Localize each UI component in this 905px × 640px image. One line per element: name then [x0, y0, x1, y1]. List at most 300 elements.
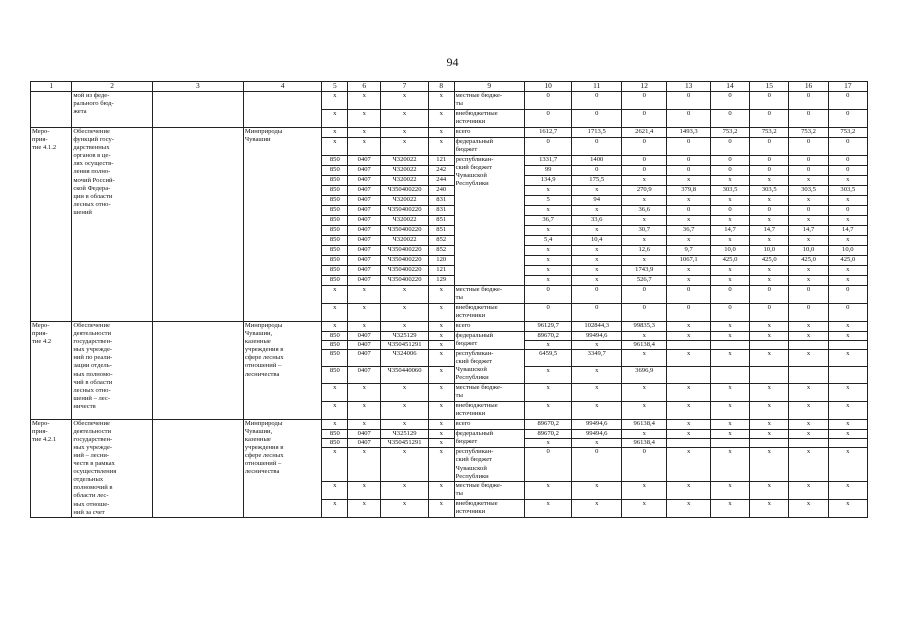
table-cell: х	[322, 499, 348, 517]
table-cell: 850	[322, 216, 348, 226]
table-cell: 36,7	[524, 216, 572, 226]
table-cell: Ч325129	[381, 429, 429, 439]
table-cell: 0407	[348, 236, 381, 246]
table-cell: 1493,3	[667, 128, 710, 138]
table-cell: х	[348, 499, 381, 517]
table-cell: х	[381, 383, 429, 401]
table-cell: х	[381, 322, 429, 332]
table-cell: х	[789, 176, 828, 186]
table-cell: 0	[622, 110, 667, 128]
table-cell: 0	[524, 110, 572, 128]
table-cell: х	[381, 401, 429, 419]
table-cell: х	[428, 350, 454, 367]
table-cell: Ч325129	[381, 332, 429, 341]
table-cell: 753,2	[828, 128, 867, 138]
table-cell: 0407	[348, 332, 381, 341]
table-cell: х	[622, 499, 667, 517]
table-cell: х	[524, 276, 572, 286]
table-cell: х	[710, 322, 749, 332]
table-cell: 0	[789, 286, 828, 304]
table-cell: 852	[428, 236, 454, 246]
table-cell: 850	[322, 341, 348, 350]
table-cell: республикан- ский бюджет Чувашской Республики	[454, 350, 524, 383]
table-cell: х	[828, 350, 867, 367]
table-cell: 753,2	[789, 128, 828, 138]
table-cell: 0	[572, 110, 622, 128]
table-cell: Ч320022	[381, 196, 429, 206]
table-cell: 14,7	[828, 226, 867, 236]
table-cell: х	[828, 383, 867, 401]
table-cell: 0407	[348, 156, 381, 166]
table-cell: 425,0	[710, 256, 749, 266]
table-cell: х	[828, 322, 867, 332]
table-cell: 0	[789, 138, 828, 156]
table-cell: 425,0	[828, 256, 867, 266]
table-cell	[828, 366, 867, 383]
column-header: 4	[243, 82, 322, 92]
table-cell: 0	[710, 206, 749, 216]
table-cell: 850	[322, 429, 348, 439]
table-cell: х	[750, 350, 789, 367]
table-cell: 2621,4	[622, 128, 667, 138]
table-cell: 0407	[348, 166, 381, 176]
table-cell: 850	[322, 186, 348, 196]
table-cell	[152, 92, 243, 128]
table-cell: 0	[710, 156, 749, 166]
table-cell	[710, 366, 749, 383]
page-number: 94	[446, 55, 459, 69]
table-cell: х	[381, 92, 429, 110]
table-cell: 0	[622, 156, 667, 166]
table-cell: 244	[428, 176, 454, 186]
table-cell: 96138,4	[622, 419, 667, 429]
table-cell: х	[667, 419, 710, 429]
table-cell: х	[750, 266, 789, 276]
table-cell	[152, 322, 243, 420]
table-cell: 14,7	[789, 226, 828, 236]
table-cell: х	[348, 138, 381, 156]
table-cell: 0	[750, 110, 789, 128]
table-cell: х	[789, 499, 828, 517]
table-cell: Ч320022	[381, 216, 429, 226]
table-cell: 0407	[348, 256, 381, 266]
table-cell: 96129,7	[524, 322, 572, 332]
table-cell: 10,0	[828, 246, 867, 256]
table-cell: 10,0	[750, 246, 789, 256]
table-cell	[243, 92, 322, 128]
table-cell: х	[322, 401, 348, 419]
table-cell: х	[622, 256, 667, 266]
table-cell: 0	[750, 92, 789, 110]
table-cell: 850	[322, 350, 348, 367]
table-cell: х	[750, 276, 789, 286]
table-cell: Меро- прия- тие 4.1.2	[31, 128, 72, 322]
table-cell: 0	[710, 166, 749, 176]
table-cell: 850	[322, 226, 348, 236]
table-cell: 0	[667, 92, 710, 110]
table-cell: х	[750, 216, 789, 226]
table-cell: 9,7	[667, 246, 710, 256]
table-cell: х	[789, 350, 828, 367]
table-cell: 33,6	[572, 216, 622, 226]
table-cell: 0407	[348, 216, 381, 226]
table-cell: 0	[667, 110, 710, 128]
table-cell: х	[828, 236, 867, 246]
table-cell	[828, 341, 867, 350]
table-cell: х	[348, 110, 381, 128]
table-cell: 1743,9	[622, 266, 667, 276]
table-cell: х	[789, 429, 828, 439]
table-cell: Меро- прия- тие 4.2.1	[31, 419, 72, 517]
table-cell: х	[524, 206, 572, 216]
table-cell: 0	[789, 304, 828, 322]
table-cell: местные бюдже- ты	[454, 286, 524, 304]
table-cell: 0	[572, 166, 622, 176]
table-cell: х	[667, 176, 710, 186]
table-cell: х	[828, 276, 867, 286]
table-cell: 0	[572, 138, 622, 156]
table-cell: 753,2	[750, 128, 789, 138]
table-cell: х	[428, 383, 454, 401]
table-cell: 0	[622, 286, 667, 304]
table-cell: 425,0	[750, 256, 789, 266]
table-cell: х	[828, 401, 867, 419]
table-cell: внебюджетные источники	[454, 401, 524, 419]
table-cell: х	[828, 448, 867, 481]
table-cell	[789, 341, 828, 350]
table-cell: 0	[622, 92, 667, 110]
table-cell: 121	[428, 156, 454, 166]
table-cell: 10,0	[789, 246, 828, 256]
table-cell: 850	[322, 256, 348, 266]
table-cell: 89670,2	[524, 332, 572, 341]
table-cell: 0	[667, 138, 710, 156]
table-cell: х	[572, 401, 622, 419]
table-cell: х	[524, 481, 572, 499]
table-cell: х	[381, 481, 429, 499]
table-cell: х	[348, 401, 381, 419]
table-cell: х	[428, 322, 454, 332]
table-cell: х	[710, 429, 749, 439]
table-cell: х	[348, 419, 381, 429]
table-cell: 99	[524, 166, 572, 176]
table-cell: х	[381, 499, 429, 517]
table-cell: внебюджетные источники	[454, 499, 524, 517]
table-cell: 303,5	[828, 186, 867, 196]
table-cell: х	[428, 332, 454, 341]
table-cell: х	[572, 383, 622, 401]
table-cell: Минприроды Чувашии, казенные учреждения в сфере лесных отношений – лесничества	[243, 322, 322, 420]
table-cell: 36,7	[667, 226, 710, 236]
table-cell: 0	[789, 166, 828, 176]
table-cell: х	[828, 499, 867, 517]
table-cell: х	[828, 332, 867, 341]
table-cell: х	[750, 401, 789, 419]
table-cell: х	[524, 226, 572, 236]
table-cell: 99835,3	[622, 322, 667, 332]
table-cell: 0	[828, 138, 867, 156]
table-cell: х	[710, 350, 749, 367]
table-cell: Ч350400220	[381, 206, 429, 216]
table-cell: х	[789, 216, 828, 226]
table-cell: 850	[322, 439, 348, 448]
table-cell: Минприроды Чувашии, казенные учреждения в сфере лесных отношений – лесничества	[243, 419, 322, 517]
table-cell: 0407	[348, 176, 381, 186]
table-cell: х	[572, 499, 622, 517]
table-cell: 134,9	[524, 176, 572, 186]
table-cell: 0	[667, 166, 710, 176]
table-cell: 0	[524, 92, 572, 110]
column-header: 6	[348, 82, 381, 92]
table-cell: х	[572, 341, 622, 350]
table-cell: 0407	[348, 276, 381, 286]
table-cell: всего	[454, 419, 524, 429]
table-cell: х	[622, 176, 667, 186]
table-cell: х	[710, 419, 749, 429]
table-cell: х	[828, 419, 867, 429]
table-cell: 0	[667, 206, 710, 216]
table-cell: 0	[710, 304, 749, 322]
table-cell: х	[667, 429, 710, 439]
table-cell: х	[828, 196, 867, 206]
table-cell: 129	[428, 276, 454, 286]
table-cell: х	[322, 110, 348, 128]
table-cell: 0	[750, 166, 789, 176]
table-cell: 303,5	[750, 186, 789, 196]
table-cell: х	[667, 266, 710, 276]
table-cell: 0407	[348, 366, 381, 383]
table-cell: Ч350400220	[381, 266, 429, 276]
table-cell: 850	[322, 206, 348, 216]
table-cell: 303,5	[710, 186, 749, 196]
table-cell	[667, 341, 710, 350]
table-cell: х	[348, 286, 381, 304]
column-header: 11	[572, 82, 622, 92]
table-cell: 851	[428, 216, 454, 226]
column-header: 17	[828, 82, 867, 92]
table-cell: х	[524, 266, 572, 276]
table-cell: х	[348, 92, 381, 110]
table-cell: х	[428, 366, 454, 383]
table-cell: 850	[322, 332, 348, 341]
table-cell: Обеспечение функций госу- дарственных органов в це- лях осуществ- ления полно- мочий Россий- ской Федера- ции в области лесных отно- шений	[72, 128, 153, 322]
table-cell: 831	[428, 206, 454, 216]
table-cell: х	[622, 481, 667, 499]
table-cell: федеральный бюджет	[454, 138, 524, 156]
table-cell: х	[710, 401, 749, 419]
table-cell: 303,5	[789, 186, 828, 196]
table-cell: 0407	[348, 341, 381, 350]
table-cell: х	[322, 92, 348, 110]
table-cell: х	[828, 429, 867, 439]
table-cell: 850	[322, 176, 348, 186]
table-cell: 0	[710, 286, 749, 304]
table-cell: 0	[828, 156, 867, 166]
table-cell: Ч350400220	[381, 186, 429, 196]
table-cell: х	[710, 236, 749, 246]
table-cell: х	[381, 128, 429, 138]
table-cell: 3349,7	[572, 350, 622, 367]
table-cell: х	[710, 266, 749, 276]
table-cell: х	[572, 256, 622, 266]
table-cell: 1713,5	[572, 128, 622, 138]
table-cell: х	[524, 499, 572, 517]
table-cell: Ч324006	[381, 350, 429, 367]
table-cell: х	[710, 383, 749, 401]
table-cell: х	[789, 266, 828, 276]
table-cell: х	[789, 322, 828, 332]
table-cell: 5,4	[524, 236, 572, 246]
table-cell: 0	[828, 92, 867, 110]
table-cell: х	[828, 176, 867, 186]
table-cell: 0	[572, 448, 622, 481]
table-cell: х	[750, 429, 789, 439]
table-cell: 0	[828, 166, 867, 176]
table-cell: 852	[428, 246, 454, 256]
table-cell: внебюджетные источники	[454, 110, 524, 128]
table-cell: х	[750, 419, 789, 429]
table-cell: х	[667, 401, 710, 419]
table-cell: Ч350400220	[381, 246, 429, 256]
table-cell: х	[524, 439, 572, 448]
table-cell: федеральный бюджет	[454, 429, 524, 448]
table-cell: 14,7	[750, 226, 789, 236]
table-cell: 850	[322, 156, 348, 166]
table-cell	[710, 439, 749, 448]
column-header: 7	[381, 82, 429, 92]
table-cell: 850	[322, 196, 348, 206]
table-cell: 89670,2	[524, 429, 572, 439]
table-cell: х	[750, 322, 789, 332]
table-cell: х	[322, 304, 348, 322]
table-cell: 850	[322, 166, 348, 176]
budget-table	[30, 81, 868, 518]
column-header: 13	[667, 82, 710, 92]
table-cell: х	[428, 429, 454, 439]
table-cell: х	[667, 236, 710, 246]
table-cell: Ч320022	[381, 176, 429, 186]
table-cell: 0	[667, 156, 710, 166]
table-cell: х	[524, 246, 572, 256]
table-cell: х	[322, 286, 348, 304]
table-cell: Ч350400220	[381, 226, 429, 236]
table-cell	[31, 92, 72, 128]
table-cell: х	[348, 304, 381, 322]
table-cell: х	[710, 448, 749, 481]
table-cell: х	[750, 383, 789, 401]
table-cell: х	[572, 186, 622, 196]
table-cell: 850	[322, 236, 348, 246]
table-cell: всего	[454, 128, 524, 138]
table-cell: х	[710, 196, 749, 206]
table-cell: х	[322, 383, 348, 401]
table-cell: х	[322, 481, 348, 499]
table-cell: 0	[789, 92, 828, 110]
table-cell	[152, 419, 243, 517]
table-cell: х	[789, 276, 828, 286]
table-cell: х	[789, 401, 828, 419]
table-cell: 1331,7	[524, 156, 572, 166]
column-header: 9	[454, 82, 524, 92]
table-cell: 0407	[348, 196, 381, 206]
column-header: 16	[789, 82, 828, 92]
table-cell: х	[381, 448, 429, 481]
table-cell: 89670,2	[524, 419, 572, 429]
table-cell: 0407	[348, 266, 381, 276]
table-cell: х	[428, 401, 454, 419]
table-cell: х	[572, 226, 622, 236]
table-cell: х	[428, 128, 454, 138]
table-cell: х	[572, 206, 622, 216]
table-cell: 0	[524, 448, 572, 481]
table-cell: х	[622, 350, 667, 367]
table-cell: 1612,7	[524, 128, 572, 138]
table-cell: местные бюдже- ты	[454, 92, 524, 110]
table-cell: 3696,9	[622, 366, 667, 383]
table-cell: 99494,6	[572, 332, 622, 341]
table-cell: 0	[572, 286, 622, 304]
table-cell: местные бюдже- ты	[454, 481, 524, 499]
table-cell: 120	[428, 256, 454, 266]
column-header: 15	[750, 82, 789, 92]
table-cell: х	[322, 128, 348, 138]
table-cell: 36,6	[622, 206, 667, 216]
table-cell: х	[750, 499, 789, 517]
table-cell: 12,6	[622, 246, 667, 256]
table-cell: х	[622, 196, 667, 206]
table-row	[31, 322, 868, 332]
table-cell: х	[789, 196, 828, 206]
table-cell: 0	[622, 448, 667, 481]
table-cell: х	[667, 448, 710, 481]
column-header: 3	[152, 82, 243, 92]
table-cell: 0	[789, 110, 828, 128]
table-cell: х	[524, 341, 572, 350]
table-cell: 526,7	[622, 276, 667, 286]
column-header: 8	[428, 82, 454, 92]
table-cell: х	[667, 332, 710, 341]
table-cell: 0	[828, 286, 867, 304]
table-cell: 0	[828, 110, 867, 128]
table-cell: 121	[428, 266, 454, 276]
table-cell: 30,7	[622, 226, 667, 236]
table-cell: х	[428, 304, 454, 322]
table-cell: 850	[322, 276, 348, 286]
table-cell: х	[710, 481, 749, 499]
table-cell: х	[428, 138, 454, 156]
table-cell: х	[381, 419, 429, 429]
table-cell	[667, 366, 710, 383]
table-cell: х	[622, 216, 667, 226]
table-cell: х	[710, 276, 749, 286]
table-cell: х	[667, 499, 710, 517]
table-cell: 0407	[348, 226, 381, 236]
table-cell: х	[789, 332, 828, 341]
table-cell: х	[428, 481, 454, 499]
table-cell: 0	[750, 304, 789, 322]
table-cell: 10,0	[710, 246, 749, 256]
table-cell: 10,4	[572, 236, 622, 246]
table-cell: 0	[750, 206, 789, 216]
table-cell: х	[750, 332, 789, 341]
table-cell: Ч320022	[381, 236, 429, 246]
table-cell: х	[710, 216, 749, 226]
table-cell: 0407	[348, 350, 381, 367]
table-cell: 0	[710, 92, 749, 110]
table-cell: х	[322, 322, 348, 332]
table-cell: 850	[322, 246, 348, 256]
table-cell: х	[828, 481, 867, 499]
